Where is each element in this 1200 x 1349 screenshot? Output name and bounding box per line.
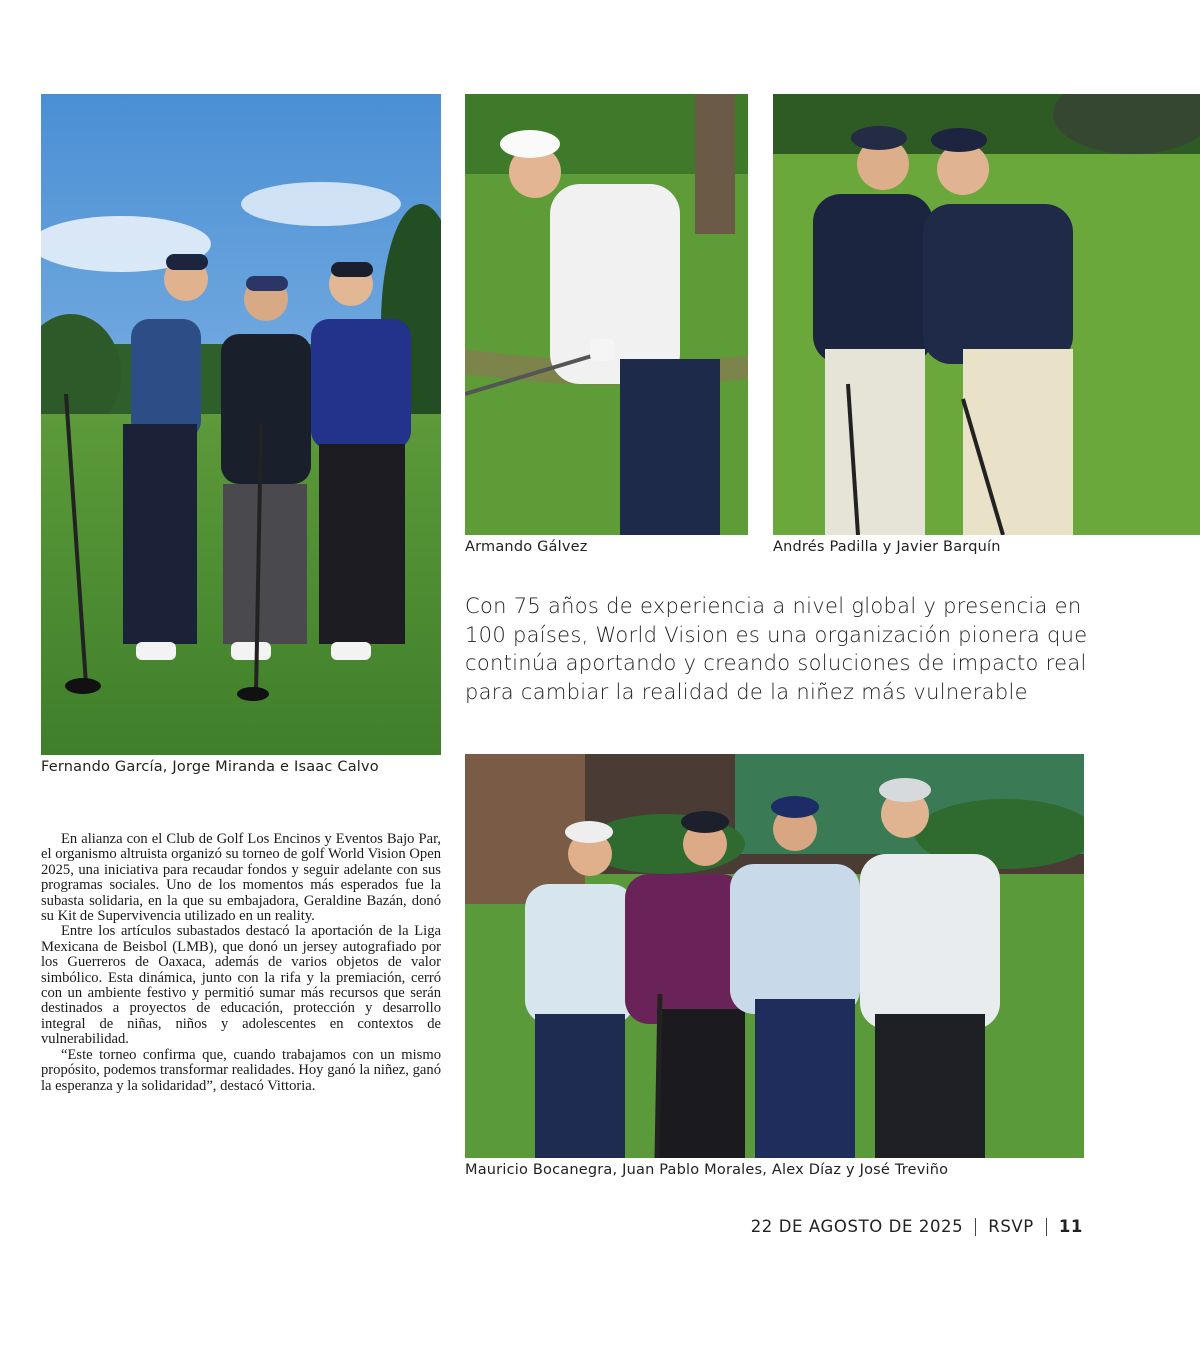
golfer-swing-illustration [465,94,748,535]
footer-divider [1046,1218,1047,1236]
footer-date: 22 DE AGOSTO DE 2025 [750,1217,964,1236]
caption-group-four: Mauricio Bocanegra, Juan Pablo Morales, Alex Díaz y José Treviño [465,1162,949,1178]
page-footer [751,1217,1083,1236]
footer-publication: RSVP [988,1217,1034,1236]
article-body [41,832,441,1094]
photo-duo [773,94,1200,535]
photo-group-three [41,94,441,755]
photo-group-four [465,754,1084,1158]
caption-single-golfer: Armando Gálvez [465,539,588,555]
caption-group-three: Fernando García, Jorge Miranda e Isaac Calvo [41,759,379,775]
golfers-photo-illustration [41,94,441,755]
article-paragraph: “Este torneo confirma que, cuando trabajamos con un mismo propósito, podemos transformar realidades. Hoy ganó la niñez, ganó la esperanza y la solidaridad”, destacó Vittoria. [41,1046,441,1094]
article-paragraph: En alianza con el Club de Golf Los Encinos y Eventos Bajo Par, el organismo altruista organizó su torneo de golf World Vision Open 2025, una iniciativa para recaudar fondos y seguir adelante con sus programas sociales. Uno de los momentos más esperados fue la subasta solidaria, en la que su embajadora, Geraldine Bazán, donó su Kit de Supervivencia utilizado en un reality. [41,831,441,925]
two-golfers-illustration [773,94,1200,535]
caption-duo: Andrés Padilla y Javier Barquín [773,539,1001,555]
four-golfers-illustration [465,754,1084,1158]
pull-quote: Con 75 años de experiencia a nivel global y presencia en 100 países, World Vision es una organización pionera que continúa aportando y creando soluciones de impacto real para cambiar la realidad de la niñez más vulnerable [465,594,1088,704]
page-number: 11 [1058,1217,1083,1236]
article-paragraph: Entre los artículos subastados destacó la aportación de la Liga Mexicana de Beisbol (LMB), que donó un jersey autografiado por los Guerreros de Oaxaca, además de varios objetos de valor simbólico. Esta dinámica, junto con la rifa y la premiación, cerró con un ambiente festivo y permitió sumar más recursos que serán destinados a proyectos de educación, protección y desarrollo integral de niñas, niños y adolescentes en contextos de vulnerabilidad. [41,923,441,1048]
photo-single-golfer [465,94,748,535]
footer-divider [975,1218,976,1236]
